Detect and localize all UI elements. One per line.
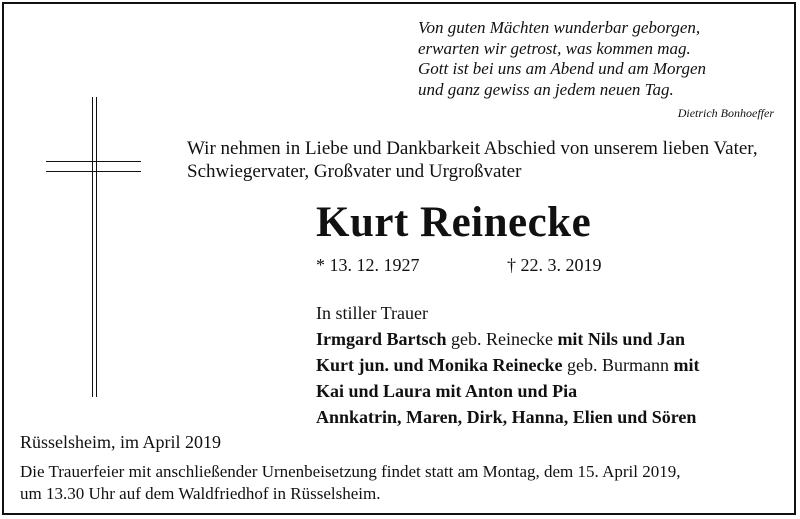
poem xyxy=(418,18,778,100)
poem-author: Dietrich Bonhoeffer xyxy=(677,106,774,120)
funeral-notice xyxy=(20,461,680,505)
place-date: Rüsselsheim, im April 2019 xyxy=(20,432,222,452)
mourner-row xyxy=(316,352,700,378)
mourner-name: Kurt jun. und Monika Reinecke xyxy=(316,355,563,375)
cross-horizontal-beam xyxy=(46,161,141,172)
mourner-family: mit xyxy=(673,355,700,375)
poem-line: Gott ist bei uns am Abend und am Morgen xyxy=(418,59,707,78)
mourner-row: Kai und Laura mit Anton und Pia xyxy=(316,381,578,401)
poem-line: erwarten wir getrost, was kommen mag. xyxy=(418,38,691,58)
mourners-heading: In stiller Trauer xyxy=(316,303,428,323)
deceased-name: Kurt Reinecke xyxy=(316,199,592,246)
birth-date: * 13. 12. 1927 xyxy=(316,255,420,275)
intro-line: Schwiegervater, Großvater und Urgroßvater xyxy=(187,161,522,182)
poem-line: und ganz gewiss an jedem neuen Tag. xyxy=(418,79,674,99)
death-date: † 22. 3. 2019 xyxy=(507,255,602,275)
maiden-name: geb. Burmann xyxy=(562,355,674,375)
mourner-row xyxy=(316,326,700,352)
notice-line: Die Trauerfeier mit anschließender Urnenbeisetzung findet statt am Montag, dem 15. April 2019, xyxy=(20,462,681,481)
mourner-family: mit Nils und Jan xyxy=(557,329,685,349)
maiden-name: geb. Reinecke xyxy=(446,329,558,349)
notice-line: um 13.30 Uhr auf dem Waldfriedhof in Rüsselsheim. xyxy=(20,484,381,503)
mourner-row: Annkatrin, Maren, Dirk, Hanna, Elien und Sören xyxy=(316,407,697,427)
cross-vertical-beam xyxy=(92,97,97,397)
mourner-name: Irmgard Bartsch xyxy=(316,329,447,349)
poem-line: Von guten Mächten wunderbar geborgen, xyxy=(418,18,701,37)
intro-text xyxy=(187,137,758,183)
mourners-block xyxy=(316,300,700,430)
intro-line: Wir nehmen in Liebe und Dankbarkeit Abschied von unserem lieben Vater, xyxy=(187,138,758,159)
